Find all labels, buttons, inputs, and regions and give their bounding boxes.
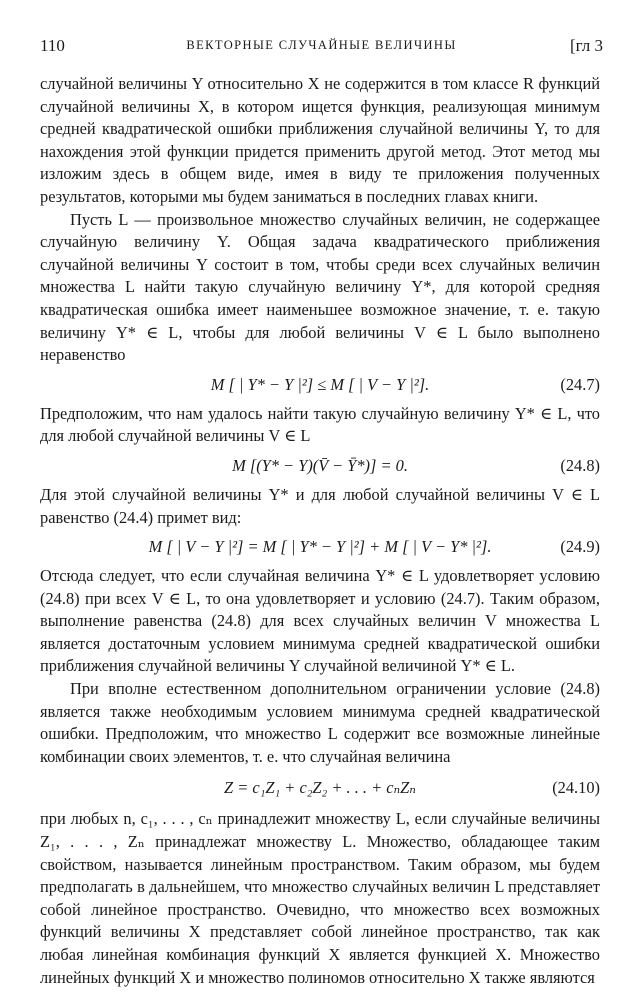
equation-number: (24.9) [560, 537, 600, 557]
equation-number: (24.10) [552, 778, 600, 798]
equation-formula: M [ | Y* − Y |²] ≤ M [ | V − Y |²]. [210, 374, 430, 394]
equation-24-8 [40, 448, 600, 484]
equation-24-7 [40, 367, 600, 403]
chapter-marker: [гл 3 [569, 36, 603, 55]
equation-formula: M [(Y* − Y)(V̄ − Ȳ*)] = 0. [232, 455, 408, 475]
equation-number: (24.8) [560, 455, 600, 475]
equation-24-10 [40, 768, 600, 808]
paragraph-6: При вполне естественном дополнительном ограничении условие (24.8) является также необходимым условием минимума средней квадратической ошибки. Предположим, что множество L содержит все возможные линейные комбинации своих элементов, т. е. что случайная величина [40, 679, 600, 766]
page-body [40, 73, 600, 989]
equation-formula: Z = c₁Z₁ + c₂Z₂ + . . . + cₙZₙ [224, 778, 416, 798]
equation-number: (24.7) [560, 374, 600, 394]
paragraph-1: случайной величины Y относительно X не содержится в том классе R функций случайной величины X, в котором ищется функция, реализующая минимум средней квадратической ошибки приближения случайной величины Y, то для нахождения этой функции придется применить другой метод. Этот метод мы изложим здесь в общем виде, имея в виду те приложения полученных результатов, которыми мы будем заниматься в последних главах книги. [40, 74, 600, 206]
paragraph-2: Пусть L — произвольное множество случайных величин, не содержащее случайную величину Y. Общая задача квадратического приближения случайной величины Y состоит в том, чтобы среди всех случайных величин множества L найти такую случайную величину Y*, для которой средняя квадратическая ошибка имеет наименьшее возможное значение, т. е. такую величину Y* ∈ L, чтобы для любой величины V ∈ L было выполнено неравенство [40, 209, 600, 365]
running-title: ВЕКТОРНЫЕ СЛУЧАЙНЫЕ ВЕЛИЧИНЫ [186, 38, 457, 52]
paragraph-4: Для этой случайной величины Y* и для любой случайной величины V ∈ L равенство (24.4) примет вид: [40, 484, 600, 527]
page-number: 110 [40, 36, 65, 55]
page-header [40, 36, 603, 62]
equation-24-9 [40, 529, 600, 565]
equation-formula: M [ | V − Y |²] = M [ | Y* − Y |²] + M [ | V − Y* |²]. [148, 537, 492, 557]
paragraph-3: Предположим, что нам удалось найти такую случайную величину Y* ∈ L, что для любой случайной величины V ∈ L [40, 403, 600, 446]
paragraph-5: Отсюда следует, что если случайная величина Y* ∈ L удовлетворяет условию (24.8) при всех V ∈ L, то она удовлетворяет и условию (24.7). Таким образом, выполнение равенства (24.8) для всех случайных величин V множества L является достаточным условием минимума средней квадратической ошибки приближения случайной величины Y случайной величиной Y* ∈ L. [40, 566, 600, 676]
paragraph-7: при любых n, c₁, . . . , cₙ принадлежит множеству L, если случайные величины Z₁, . . . , Zₙ принадлежат множеству L. Множество, обладающее таким свойством, называется линейным пространством. Таким образом, мы будем предполагать в дальнейшем, что множество случайных величин L представляет собой линейное пространство. Очевидно, что множество всех возможных функций величины X представляет собой линейное пространство, так как любая линейная комбинация функций X является функцией X. Множество линейных функций X и множество полиномов относительно X также являются [40, 809, 600, 987]
